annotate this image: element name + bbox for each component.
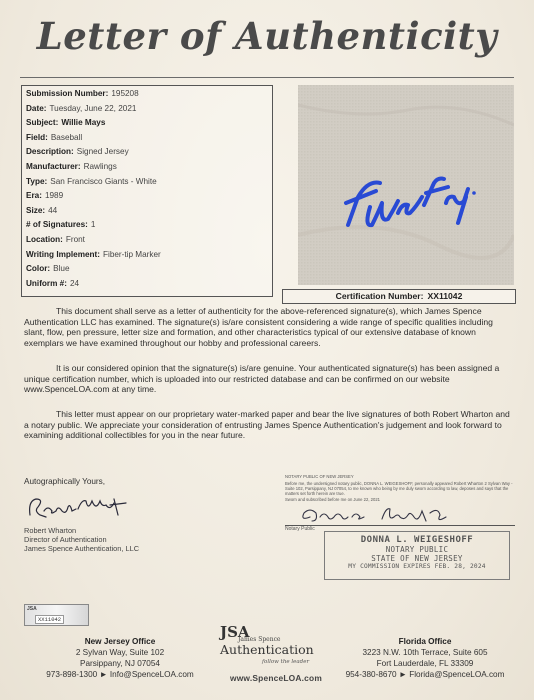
notary-sworn: Sworn and subscribed before me on June 22, 2021: [285, 497, 380, 502]
detail-row: Submission Number: 195208: [26, 89, 139, 98]
detail-row: Uniform #: 24: [26, 278, 80, 288]
signer-name: Robert Wharton: [24, 526, 77, 535]
certification-number-box: [282, 289, 516, 304]
notary-statement: Before me, the undersigned notary public, DONNA L. WEIGESHOFF, personally appeared Robert Wharton 2 Sylvan Way - Suite 102, Parsippany, NJ 07054, to me known who being by me duly sworn according to law, deposes and says that the matters set forth herein are true.: [285, 481, 513, 497]
title-divider: [20, 77, 514, 78]
details-panel: [21, 85, 273, 297]
signer-company: James Spence Authentication, LLC: [24, 544, 140, 553]
detail-row: Color: Blue: [26, 264, 70, 274]
detail-row: Size: 44: [26, 205, 58, 215]
notary-signature-line: [285, 525, 515, 526]
hologram-sticker: [24, 604, 89, 626]
notary-caption: Notary Public: [285, 526, 315, 532]
detail-row: Subject: Willie Mays: [26, 118, 106, 128]
page-title: Letter of Authenticity: [36, 14, 498, 58]
detail-row: Type: San Francisco Giants - White: [26, 176, 157, 186]
fl-office: Florida Office 3223 N.W. 10th Terrace, Suite 605 Fort Lauderdale, FL 33309 954-380-8670 ► Florida@SpenceLOA.com: [345, 637, 505, 679]
cert-number: XX11042: [427, 291, 463, 301]
detail-row: # of Signatures: 1: [26, 220, 96, 230]
notary-stamp: DONNA L. WEIGESHOFF NOTARY PUBLIC STATE OF NEW JERSEY MY COMMISSION EXPIRES FEB. 28, 2024: [324, 531, 510, 580]
paragraph-1: This document shall serve as a letter of authenticity for the above-referenced signature(s), which James Spence Authentication LLC has examined. The signature(s) is/are consistent considering a wide range of specific qualities including slant, flow, pen pressure, letter size and formation, and other characteristics typical of our extensive database of known exemplars we have examined throughout our hobby and professional careers.: [24, 306, 493, 348]
detail-row: Date: Tuesday, June 22, 2021: [26, 103, 137, 113]
nj-office: New Jersey Office 2 Sylvan Way, Suite 102 Parsippany, NJ 07054 973-898-1300 ► Info@SpenceLOA.com: [46, 637, 194, 679]
hologram-number: XX11042: [35, 615, 64, 624]
wharton-signature: [26, 493, 136, 521]
jsa-logo: JSA James Spence Authentication follow the leader: [220, 623, 314, 665]
detail-row: Description: Signed Jersey: [26, 147, 129, 157]
website-link[interactable]: www.SpenceLOA.com: [230, 673, 322, 683]
autograph-image: [298, 85, 514, 285]
detail-row: Manufacturer: Rawlings: [26, 162, 117, 171]
detail-row: Location: Front: [26, 235, 85, 244]
paragraph-3: This letter must appear on our proprietary water-marked paper and bear the live signatures of both Robert Wharton and a notary public. We appreciate your consideration of entrusting James Spence Authentication's judgement and look forward to examining additional collectibles for you in the near future.: [24, 409, 510, 441]
paragraph-2: It is our considered opinion that the signature(s) is/are genuine. Your authenticated signature(s) has been assigned a unique certification number, which is uploaded into our restricted database and can be confirmed on our website www.SpenceLOA.com at any time.: [24, 363, 500, 395]
hologram-logo: JSA: [27, 606, 37, 612]
detail-row: Era: 1989: [26, 191, 64, 201]
detail-row: Field: Baseball: [26, 132, 83, 142]
cert-label: Certification Number:: [335, 291, 424, 301]
detail-row: Writing Implement: Fiber-tip Marker: [26, 249, 161, 259]
closing-line: Autographically Yours,: [24, 477, 106, 486]
notary-header: NOTARY PUBLIC OF NEW JERSEY: [285, 474, 354, 479]
signer-title: Director of Authentication: [24, 535, 107, 544]
signature-photo: [298, 85, 514, 285]
